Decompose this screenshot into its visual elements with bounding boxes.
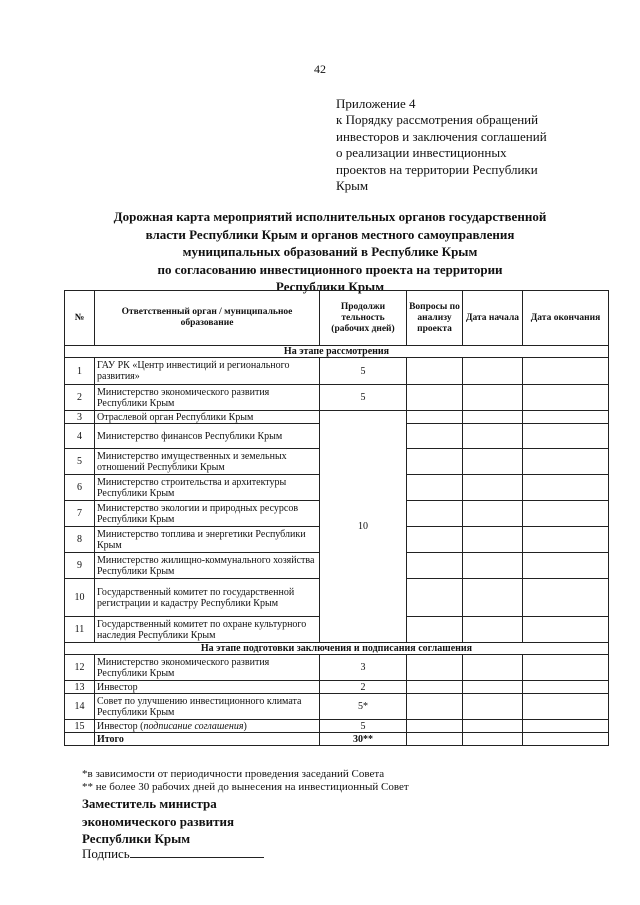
row-org: Министерство жилищно-коммунального хозяйства Республики Крым — [95, 553, 320, 579]
row-questions — [407, 579, 463, 617]
row-questions — [407, 694, 463, 720]
row-start — [463, 733, 523, 746]
row-questions — [407, 720, 463, 733]
row-start — [463, 720, 523, 733]
row-start — [463, 527, 523, 553]
row-start — [463, 449, 523, 475]
row-questions — [407, 385, 463, 411]
row-start — [463, 411, 523, 424]
row-num: 4 — [65, 424, 95, 449]
footnote: ** не более 30 рабочих дней до вынесения на инвестиционный Совет — [82, 781, 409, 793]
row-num: 1 — [65, 358, 95, 385]
row-end — [523, 553, 609, 579]
row-num: 12 — [65, 655, 95, 681]
row-org: Министерство экономического развития Республики Крым — [95, 385, 320, 411]
table-row — [65, 694, 609, 720]
row-org: Инвестор — [95, 681, 320, 694]
row-num: 14 — [65, 694, 95, 720]
signatory-line: Республики Крым — [82, 831, 191, 846]
stage-heading: На этапе рассмотрения — [65, 346, 609, 358]
signature-line — [82, 846, 264, 862]
row-start — [463, 681, 523, 694]
org-text: Инвестор ( — [97, 720, 144, 732]
page-number: 42 — [314, 62, 326, 76]
row-duration: 5 — [320, 358, 407, 385]
row-start — [463, 655, 523, 681]
signatory-block — [82, 795, 234, 848]
row-questions — [407, 527, 463, 553]
row-end — [523, 475, 609, 501]
title-line: муниципальных образований в Республике Крым — [182, 244, 478, 259]
row-num: 10 — [65, 579, 95, 617]
row-end — [523, 655, 609, 681]
row-end — [523, 617, 609, 643]
title-line: власти Республики Крым и органов местного самоуправления — [145, 226, 515, 242]
row-questions — [407, 449, 463, 475]
signature-label: Подпись — [82, 846, 130, 861]
appendix-note — [336, 96, 606, 194]
row-questions — [407, 411, 463, 424]
row-questions — [407, 553, 463, 579]
row-duration: 5 — [320, 720, 407, 733]
row-start — [463, 424, 523, 449]
org-close: ) — [243, 720, 247, 732]
total-row — [65, 733, 609, 746]
row-duration: 5 — [320, 385, 407, 411]
row-end — [523, 579, 609, 617]
row-start — [463, 579, 523, 617]
roadmap-table — [64, 290, 609, 746]
title-line: Дорожная карта мероприятий исполнительных органов государственной — [113, 209, 547, 224]
org-italic: подписание соглашения — [143, 720, 244, 732]
row-org: Министерство экологии и природных ресурсов Республики Крым — [95, 501, 320, 527]
header-org: Ответственный орган / муниципальное образование — [95, 291, 320, 346]
title-line: Республики Крым — [275, 279, 385, 294]
row-end — [523, 501, 609, 527]
table-row — [65, 720, 609, 733]
row-duration: 5* — [320, 694, 407, 720]
appendix-line: о реализации инвестиционных — [336, 145, 507, 161]
row-questions — [407, 655, 463, 681]
row-org: Отраслевой орган Республики Крым — [95, 411, 320, 424]
stage-heading: На этапе подготовки заключения и подписания соглашения — [65, 643, 609, 655]
total-label: Итого — [95, 733, 320, 746]
row-num: 15 — [65, 720, 95, 733]
row-end — [523, 694, 609, 720]
row-start — [463, 475, 523, 501]
row-start — [463, 694, 523, 720]
row-end — [523, 358, 609, 385]
table-row — [65, 385, 609, 411]
row-num: 13 — [65, 681, 95, 694]
row-num: 2 — [65, 385, 95, 411]
row-org — [95, 720, 320, 733]
signatory-line: Заместитель министра — [82, 796, 217, 811]
title-line: по согласованию инвестиционного проекта на территории — [157, 261, 503, 277]
header-questions: Вопросы по анализу проекта — [407, 291, 463, 346]
row-questions — [407, 475, 463, 501]
row-start — [463, 617, 523, 643]
appendix-line: Приложение 4 — [336, 96, 416, 111]
table-row — [65, 655, 609, 681]
row-num: 9 — [65, 553, 95, 579]
header-num: № — [65, 291, 95, 346]
row-start — [463, 385, 523, 411]
row-start — [463, 501, 523, 527]
row-org: Государственный комитет по охране культурного наследия Республики Крым — [95, 617, 320, 643]
row-questions — [407, 358, 463, 385]
row-end — [523, 411, 609, 424]
row-num: 7 — [65, 501, 95, 527]
header-duration: Продолжи тельность (рабочих дней) — [320, 291, 407, 346]
footnote: *в зависимости от периодичности проведения заседаний Совета — [82, 768, 385, 780]
row-org: Министерство финансов Республики Крым — [95, 424, 320, 449]
row-num: 6 — [65, 475, 95, 501]
row-end — [523, 424, 609, 449]
row-num: 5 — [65, 449, 95, 475]
row-org: Министерство экономического развития Республики Крым — [95, 655, 320, 681]
row-org: Государственный комитет по государственной регистрации и кадастру Республики Крым — [95, 579, 320, 617]
row-num: 3 — [65, 411, 95, 424]
row-duration: 2 — [320, 681, 407, 694]
row-end — [523, 720, 609, 733]
row-org: ГАУ РК «Центр инвестиций и регионального развития» — [95, 358, 320, 385]
row-num: 8 — [65, 527, 95, 553]
appendix-line: инвесторов и заключения соглашений — [336, 128, 547, 144]
header-end: Дата окончания — [523, 291, 609, 346]
header-start: Дата начала — [463, 291, 523, 346]
table-row — [65, 411, 609, 424]
row-end — [523, 681, 609, 694]
row-end — [523, 733, 609, 746]
row-org: Министерство строительства и архитектуры Республики Крым — [95, 475, 320, 501]
row-duration: 3 — [320, 655, 407, 681]
row-end — [523, 449, 609, 475]
document-title — [70, 208, 590, 296]
row-end — [523, 385, 609, 411]
row-questions — [407, 617, 463, 643]
row-org: Совет по улучшению инвестиционного климата Республики Крым — [95, 694, 320, 720]
footnotes — [82, 768, 409, 794]
row-num: 11 — [65, 617, 95, 643]
total-value: 30** — [320, 733, 407, 746]
appendix-line: Крым — [336, 178, 369, 194]
appendix-line: проектов на территории Республики — [336, 161, 538, 177]
row-questions — [407, 501, 463, 527]
row-org: Министерство топлива и энергетики Республики Крым — [95, 527, 320, 553]
table-row — [65, 358, 609, 385]
appendix-line: к Порядку рассмотрения обращений — [336, 112, 539, 128]
table-header-row — [65, 291, 609, 346]
row-start — [463, 553, 523, 579]
row-start — [463, 358, 523, 385]
signature-underline — [130, 846, 264, 858]
row-questions — [407, 681, 463, 694]
row-end — [523, 527, 609, 553]
signatory-line: экономического развития — [82, 813, 235, 829]
row-questions — [407, 733, 463, 746]
row-questions — [407, 424, 463, 449]
row-org: Министерство имущественных и земельных отношений Республики Крым — [95, 449, 320, 475]
table-row — [65, 681, 609, 694]
group-duration: 10 — [320, 411, 407, 643]
total-num — [65, 733, 95, 746]
